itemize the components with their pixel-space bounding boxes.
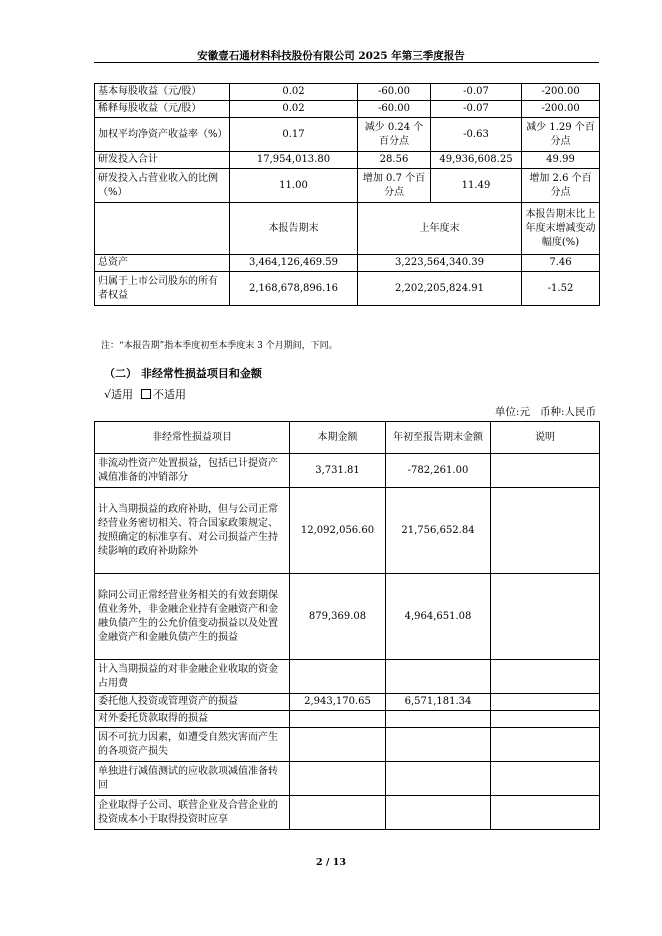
table-header-cell: 上年度末	[358, 203, 522, 255]
table-subheader-row	[95, 203, 600, 255]
table-row	[95, 255, 600, 272]
table-header-cell: 本报告期末	[230, 203, 358, 255]
table-cell: 研发投入占营业收入的比例（%）	[95, 169, 230, 203]
table-cell: 3,731.81	[290, 454, 386, 488]
table-row	[95, 454, 600, 488]
table-cell: 28.56	[358, 152, 431, 169]
table-cell: 0.17	[230, 118, 358, 152]
table-cell	[491, 728, 600, 762]
table-cell: 非流动性资产处置损益，包括已计提资产减值准备的冲销部分	[95, 454, 290, 488]
table-cell	[386, 711, 491, 728]
table-cell: 0.02	[230, 101, 358, 118]
table-cell: 2,943,170.65	[290, 694, 386, 711]
table-cell: 减少 0.24 个百分点	[358, 118, 431, 152]
table-cell: 4,964,651.08	[386, 574, 491, 660]
table-cell: 增加 2.6 个百分点	[522, 169, 600, 203]
table-cell: 加权平均净资产收益率（%）	[95, 118, 230, 152]
table-cell: 单独进行减值测试的应收款项减值准备转回	[95, 762, 290, 796]
table-cell	[386, 728, 491, 762]
table-cell: 除同公司正常经营业务相关的有效套期保值业务外，非金融企业持有金融资产和金融负债产生的公允价值变动损益以及处置金融资产和金融负债产生的损益	[95, 574, 290, 660]
table-cell	[290, 711, 386, 728]
table-cell	[386, 796, 491, 830]
table-header-cell: 说明	[491, 422, 600, 454]
page-number: 2 / 13	[316, 857, 346, 868]
table-cell	[491, 796, 600, 830]
unit-line	[485, 404, 596, 419]
table-cell	[290, 762, 386, 796]
table-row	[95, 711, 600, 728]
table-cell: 49.99	[522, 152, 600, 169]
table-cell: 计入当期损益的对非金融企业收取的资金占用费	[95, 660, 290, 694]
checkbox-icon[interactable]	[141, 389, 151, 399]
table-row	[95, 574, 600, 660]
table-header-cell: 本报告期末比上年度末增减变动幅度(%)	[522, 203, 600, 255]
table-header-cell: 本期金额	[290, 422, 386, 454]
table-cell: -0.63	[431, 118, 522, 152]
table-cell: 基本每股收益（元/股）	[95, 84, 230, 101]
table-cell: 7.46	[522, 255, 600, 272]
document-header-title: 安徽壹石通材料科技股份有限公司 2025 年第三季度报告	[197, 50, 465, 62]
table-cell: 增加 0.7 个百分点	[358, 169, 431, 203]
table-row	[95, 762, 600, 796]
table-cell: -0.07	[431, 84, 522, 101]
financial-indicators-table	[94, 83, 600, 306]
table-cell: 12,092,056.60	[290, 488, 386, 574]
applicable-option-checked[interactable]: √适用	[104, 388, 134, 401]
table-cell	[95, 203, 230, 255]
table-cell: 企业取得子公司、联营企业及合营企业的投资成本小于取得投资时应享	[95, 796, 290, 830]
table-cell: 2,202,205,824.91	[358, 272, 522, 306]
table-cell: 21,756,652.84	[386, 488, 491, 574]
table-cell: 17,954,013.80	[230, 152, 358, 169]
table-row	[95, 152, 600, 169]
table-cell: 6,571,181.34	[386, 694, 491, 711]
table-row	[95, 118, 600, 152]
table-cell	[290, 728, 386, 762]
table-cell: -200.00	[522, 101, 600, 118]
table-row	[95, 101, 600, 118]
table-cell	[386, 660, 491, 694]
table-cell: 2,168,678,896.16	[230, 272, 358, 306]
table-cell: 3,464,126,469.59	[230, 255, 358, 272]
table-cell: -0.07	[431, 101, 522, 118]
table-cell: 稀释每股收益（元/股）	[95, 101, 230, 118]
table-cell: 委托他人投资或管理资产的损益	[95, 694, 290, 711]
table-row	[95, 272, 600, 306]
table-row	[95, 694, 600, 711]
table-header-cell: 非经常性损益项目	[95, 422, 290, 454]
table-cell	[290, 796, 386, 830]
unit-label: 单位:元	[494, 406, 530, 418]
table-cell: 对外委托贷款取得的损益	[95, 711, 290, 728]
table-cell: -60.00	[358, 101, 431, 118]
table-cell	[386, 762, 491, 796]
table-cell: 11.49	[431, 169, 522, 203]
table-cell: 因不可抗力因素，如遭受自然灾害而产生的各项资产损失	[95, 728, 290, 762]
applicable-selector	[104, 386, 186, 402]
table-cell: -200.00	[522, 84, 600, 101]
currency-label: 币种:人民币	[539, 406, 596, 418]
table-row	[95, 169, 600, 203]
table-cell	[491, 660, 600, 694]
table-cell: 研发投入合计	[95, 152, 230, 169]
table-cell: 49,936,608.25	[431, 152, 522, 169]
table-cell: 减少 1.29 个百分点	[522, 118, 600, 152]
table-cell	[491, 694, 600, 711]
section-title: （二） 非经常性损益项目和金额	[104, 367, 262, 380]
non-recurring-items-table	[94, 421, 600, 830]
table-cell: -1.52	[522, 272, 600, 306]
table-row	[95, 728, 600, 762]
table-row	[95, 488, 600, 574]
table-row	[95, 660, 600, 694]
table-cell: 总资产	[95, 255, 230, 272]
table-cell	[491, 574, 600, 660]
table-cell: 计入当期损益的政府补助，但与公司正常经营业务密切相关、符合国家政策规定、按照确定的标准享有、对公司损益产生持续影响的政府补助除外	[95, 488, 290, 574]
table-cell: 归属于上市公司股东的所有者权益	[95, 272, 230, 306]
table-footnote: 注：“本报告期”指本季度初至本季度末 3 个月期间，下同。	[101, 341, 338, 351]
table-cell	[491, 488, 600, 574]
table-cell: 3,223,564,340.39	[358, 255, 522, 272]
table-cell	[290, 660, 386, 694]
table-row	[95, 84, 600, 101]
table-cell: 11.00	[230, 169, 358, 203]
table-cell	[491, 711, 600, 728]
table-cell: -60.00	[358, 84, 431, 101]
table-row	[95, 796, 600, 830]
table-cell: -782,261.00	[386, 454, 491, 488]
table-header-cell: 年初至报告期末金额	[386, 422, 491, 454]
table-header-row	[95, 422, 600, 454]
table-cell	[491, 454, 600, 488]
applicable-option-unchecked[interactable]: 不适用	[153, 388, 187, 401]
table-cell: 0.02	[230, 84, 358, 101]
table-cell: 879,369.08	[290, 574, 386, 660]
header-divider	[94, 62, 599, 63]
table-cell	[491, 762, 600, 796]
